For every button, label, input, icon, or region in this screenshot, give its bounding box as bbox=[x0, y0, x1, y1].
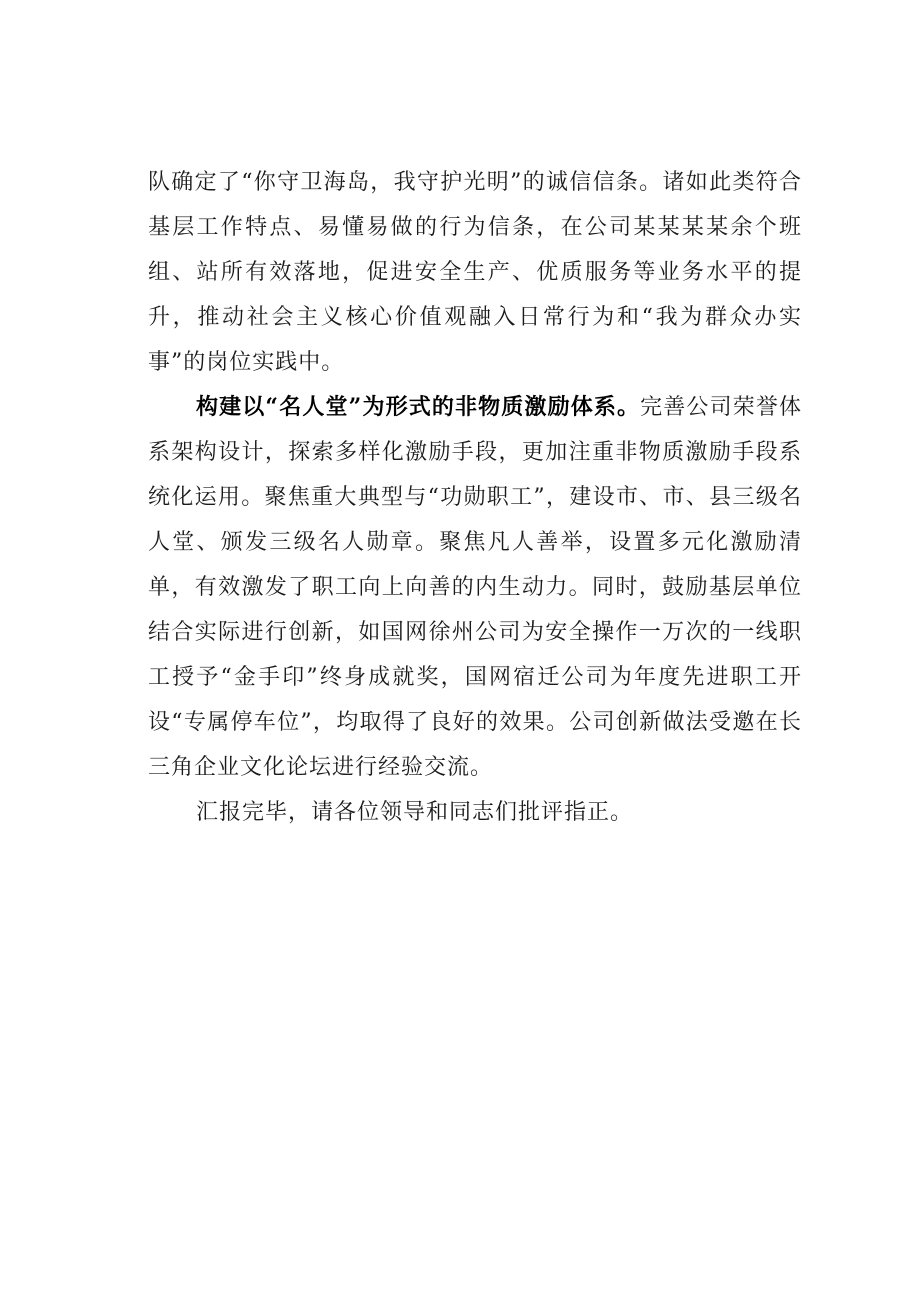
paragraph-continuation bbox=[148, 160, 802, 385]
paragraph-text: 汇报完毕，请各位领导和同志们批评指正。 bbox=[196, 800, 634, 825]
document-body bbox=[148, 160, 802, 835]
paragraph-closing bbox=[148, 790, 802, 835]
paragraph-honor-system bbox=[148, 385, 802, 790]
paragraph-text: 完善公司荣誉体系架构设计，探索多样化激励手段，更加注重非物质激励手段系统化运用。聚焦重大典型与“功勋职工”，建设市、市、县三级名人堂、颁发三级名人勋章。聚焦凡人善举，设置多元化激励清单，有效激发了职工向上向善的内生动力。同时，鼓励基层单位结合实际进行创新，如国网徐州公司为安全操作一万次的一线职工授予“金手印”终身成就奖，国网宿迁公司为年度先进职工开设“专属停车位”，均取得了良好的效果。公司创新做法受邀在长三角企业文化论坛进行经验交流。 bbox=[148, 395, 802, 780]
paragraph-heading: 构建以“名人堂”为形式的非物质激励体系。 bbox=[196, 394, 641, 420]
paragraph-text: 队确定了“你守卫海岛，我守护光明”的诚信信条。诸如此类符合基层工作特点、易懂易做的行为信条，在公司某某某某余个班组、站所有效落地，促进安全生产、优质服务等业务水平的提升，推动社会主义核心价值观融入日常行为和“我为群众办实事”的岗位实践中。 bbox=[148, 170, 802, 375]
